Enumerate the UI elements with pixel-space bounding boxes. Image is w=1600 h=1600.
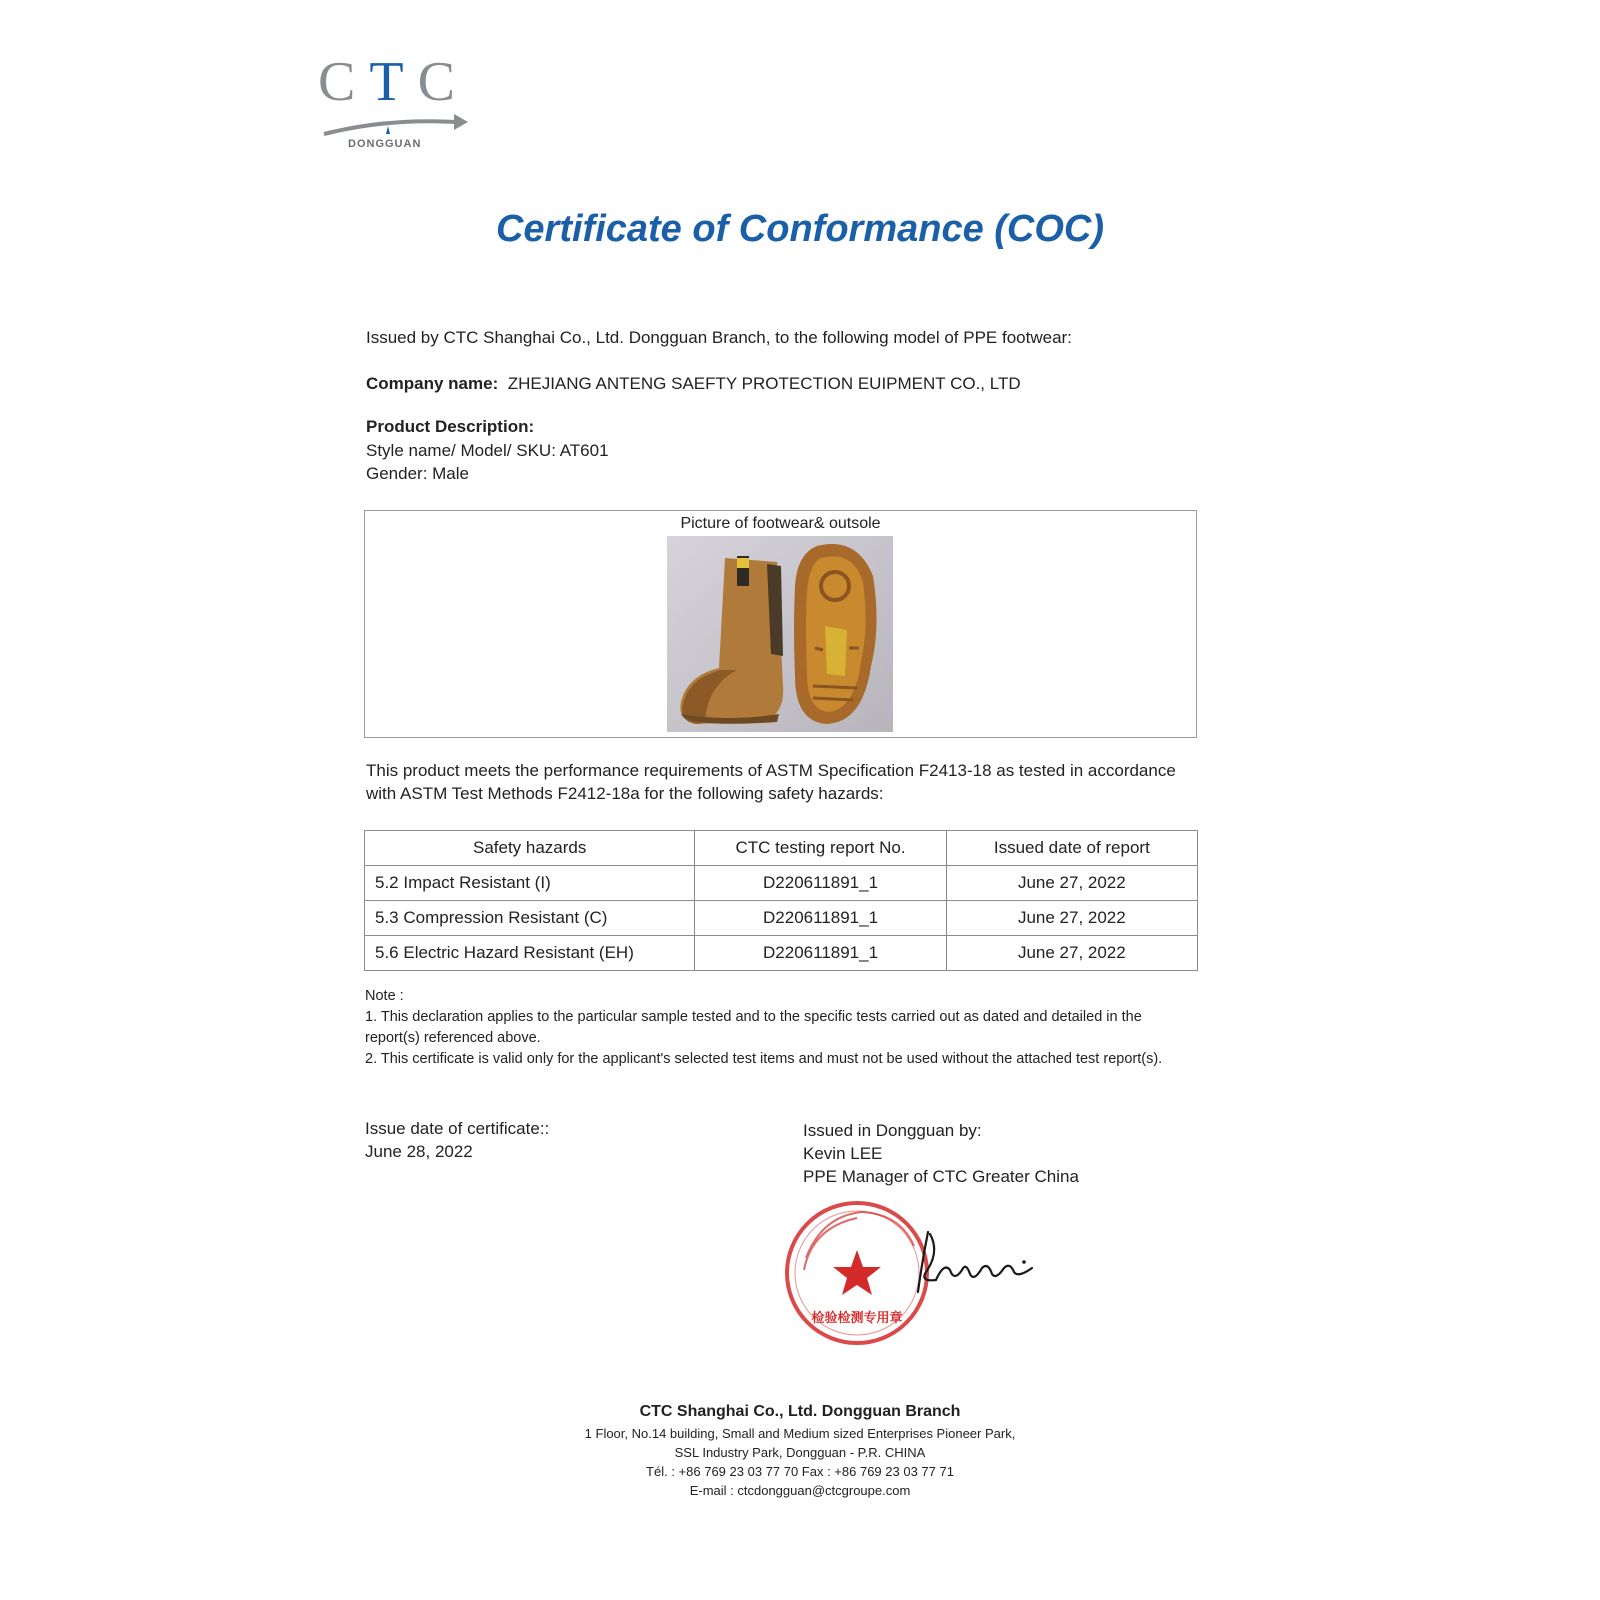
picture-label: Picture of footwear& outsole (680, 515, 881, 532)
page-title: Certificate of Conformance (COC) (495, 208, 1105, 250)
company-value: ZHEJIANG ANTENG SAEFTY PROTECTION EUIPMENT CO., LTD (507, 374, 1021, 393)
footer-email: E-mail : ctcdongguan@ctcgroupe.com (689, 1483, 911, 1498)
stamp-text: 检验检测专用章 (811, 1311, 903, 1326)
logo-letter-c2: C (417, 51, 469, 113)
report-date-cell: June 27, 2022 (946, 866, 1197, 901)
report-date-cell: June 27, 2022 (946, 936, 1197, 971)
footer-address-1: 1 Floor, No.14 building, Small and Medium sized Enterprises Pioneer Park, (584, 1426, 1016, 1441)
intro-text: Issued by CTC Shanghai Co., Ltd. Dongguan Branch, to the following model of PPE footwear: (366, 328, 1072, 347)
table-header: CTC testing report No. (695, 831, 946, 866)
table-header: Safety hazards (365, 831, 695, 866)
report-no-cell: D220611891_1 (695, 901, 946, 936)
company-label: Company name: (366, 374, 499, 393)
footer (0, 1400, 1600, 1500)
statement-line-1: This product meets the performance requirements of ASTM Specification F2413-18 as tested in accordance (366, 761, 1176, 780)
picture-box (364, 510, 1197, 738)
report-no-cell: D220611891_1 (695, 866, 946, 901)
product-gender: Gender: Male (366, 464, 469, 483)
issue-date-label: Issue date of certificate:: (365, 1119, 550, 1138)
table-header-row (365, 831, 1198, 866)
table-header: Issued date of report (946, 831, 1197, 866)
hazards-table (364, 830, 1198, 971)
note-1a: 1. This declaration applies to the particular sample tested and to the specific tests carried out as dated and detailed in the (365, 1009, 1142, 1025)
report-date-cell: June 27, 2022 (946, 901, 1197, 936)
issuer-label: Issued in Dongguan by: (803, 1121, 982, 1140)
product-heading: Product Description: (366, 417, 535, 436)
statement-line-2: with ASTM Test Methods F2412-18a for the following safety hazards: (366, 784, 884, 803)
table-row (365, 901, 1198, 936)
footer-phone: Tél. : +86 769 23 03 77 70 Fax : +86 769 23 03 77 71 (646, 1464, 954, 1479)
issuer-name: Kevin LEE (803, 1144, 883, 1163)
logo-letter-c1: C (318, 51, 370, 113)
logo-subtitle: DONGGUAN (348, 138, 422, 150)
report-no-cell: D220611891_1 (695, 936, 946, 971)
hazard-cell: 5.3 Compression Resistant (C) (365, 901, 695, 936)
notes-heading: Note : (365, 988, 404, 1004)
hazard-cell: 5.6 Electric Hazard Resistant (EH) (365, 936, 695, 971)
footer-company: CTC Shanghai Co., Ltd. Dongguan Branch (639, 1403, 961, 1420)
footwear-photo (667, 536, 893, 732)
logo-letters (318, 52, 478, 112)
logo-letter-t: T (369, 51, 418, 113)
ctc-logo (318, 52, 478, 152)
signature (900, 1222, 1050, 1302)
issuer-title: PPE Manager of CTC Greater China (803, 1167, 1079, 1186)
note-2: 2. This certificate is valid only for the applicant's selected test items and must not be used without the attached test report(s). (365, 1051, 1163, 1067)
table-row (365, 866, 1198, 901)
product-style: Style name/ Model/ SKU: AT601 (366, 441, 609, 460)
note-1b: report(s) referenced above. (365, 1030, 541, 1046)
issue-date-value: June 28, 2022 (365, 1142, 473, 1161)
table-row (365, 936, 1198, 971)
notes-block (365, 986, 1265, 1070)
company-line (366, 373, 1021, 395)
footer-address-2: SSL Industry Park, Dongguan - P.R. CHINA (674, 1445, 926, 1460)
hazard-cell: 5.2 Impact Resistant (I) (365, 866, 695, 901)
